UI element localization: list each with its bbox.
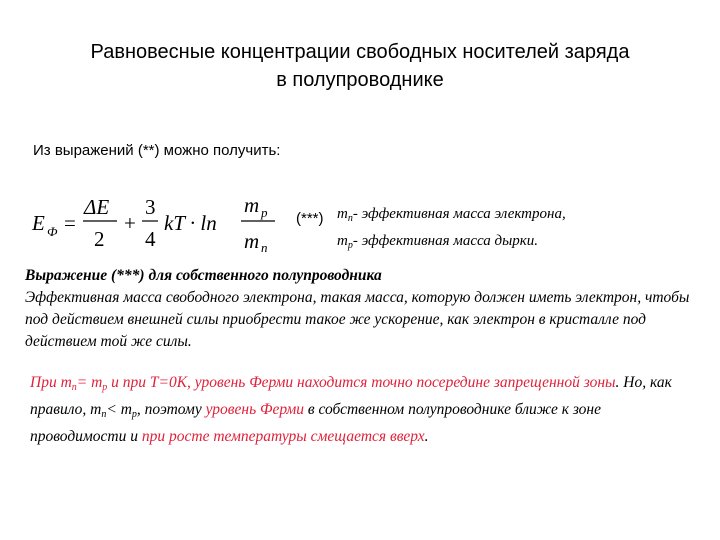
text-segment: . bbox=[424, 428, 429, 445]
paragraph-heading: Выражение (***) для собственного полупроводника bbox=[25, 267, 382, 284]
formula-plus: + bbox=[124, 211, 136, 235]
formula-equals: = bbox=[64, 211, 76, 235]
text-segment: < m bbox=[106, 401, 132, 418]
text-segment: При m bbox=[30, 374, 72, 391]
text-segment: = m bbox=[76, 374, 103, 391]
mass-symbol: m bbox=[337, 233, 348, 249]
mass-definitions bbox=[337, 203, 566, 257]
mass-symbol: m bbox=[337, 206, 348, 222]
formula-lhs-sub: Ф bbox=[47, 224, 58, 239]
frac2-numerator: 3 bbox=[145, 195, 156, 219]
intro-text: Из выражений (**) можно получить: bbox=[33, 142, 281, 159]
subscript: n bbox=[71, 382, 77, 393]
title-line-1: Равновесные концентрации свободных носителей заряда bbox=[90, 41, 630, 63]
mass-text: - эффективная масса дырки. bbox=[352, 233, 539, 249]
effective-mass-paragraph bbox=[25, 265, 705, 353]
frac1-denominator: 2 bbox=[94, 227, 105, 251]
text-segment: в собственном полупроводнике ближе к зоне проводимости и bbox=[30, 401, 602, 445]
formula-lhs: E bbox=[32, 211, 45, 235]
text-segment: , поэтому bbox=[136, 401, 206, 418]
mass-subscript: n bbox=[347, 213, 353, 224]
equation-label: (***) bbox=[296, 210, 324, 227]
formula-kt-ln: kT · ln bbox=[164, 211, 217, 235]
title-line-2: в полупроводнике bbox=[276, 69, 444, 91]
paragraph-body: Эффективная масса свободного электрона, такая масса, которую должен иметь электрон, чтобы под действием внешней силы приобрести такое же ускорение, как электрон в кристалле под действием той же силы. bbox=[25, 289, 690, 350]
electron-mass-definition bbox=[337, 203, 566, 230]
hole-mass-definition bbox=[337, 230, 566, 257]
text-red bbox=[30, 374, 616, 391]
subscript: n bbox=[101, 409, 107, 420]
fermi-level-paragraph bbox=[30, 372, 700, 448]
frac2-denominator: 4 bbox=[145, 227, 156, 251]
text-segment: . Но, как правило, m bbox=[30, 374, 672, 418]
mass-text: - эффективная масса электрона, bbox=[352, 206, 566, 222]
frac3-den-m: m bbox=[244, 229, 260, 253]
subscript: p bbox=[102, 382, 108, 393]
text-red: уровень Ферми bbox=[205, 401, 304, 418]
text-red: при росте температуры смещается вверх bbox=[141, 428, 425, 445]
frac3-num-sub: p bbox=[261, 205, 268, 220]
frac3-den-sub: n bbox=[261, 240, 268, 255]
frac1-numerator: ΔE bbox=[84, 195, 110, 219]
mass-subscript: p bbox=[347, 240, 353, 251]
fermi-level-formula bbox=[30, 188, 290, 258]
text-segment: и при Т=0К, уровень Ферми находится точно посередине запрещенной зоны bbox=[107, 374, 616, 391]
subscript: p bbox=[131, 409, 137, 420]
frac3-num-m: m bbox=[244, 193, 260, 217]
slide-title bbox=[0, 38, 720, 94]
